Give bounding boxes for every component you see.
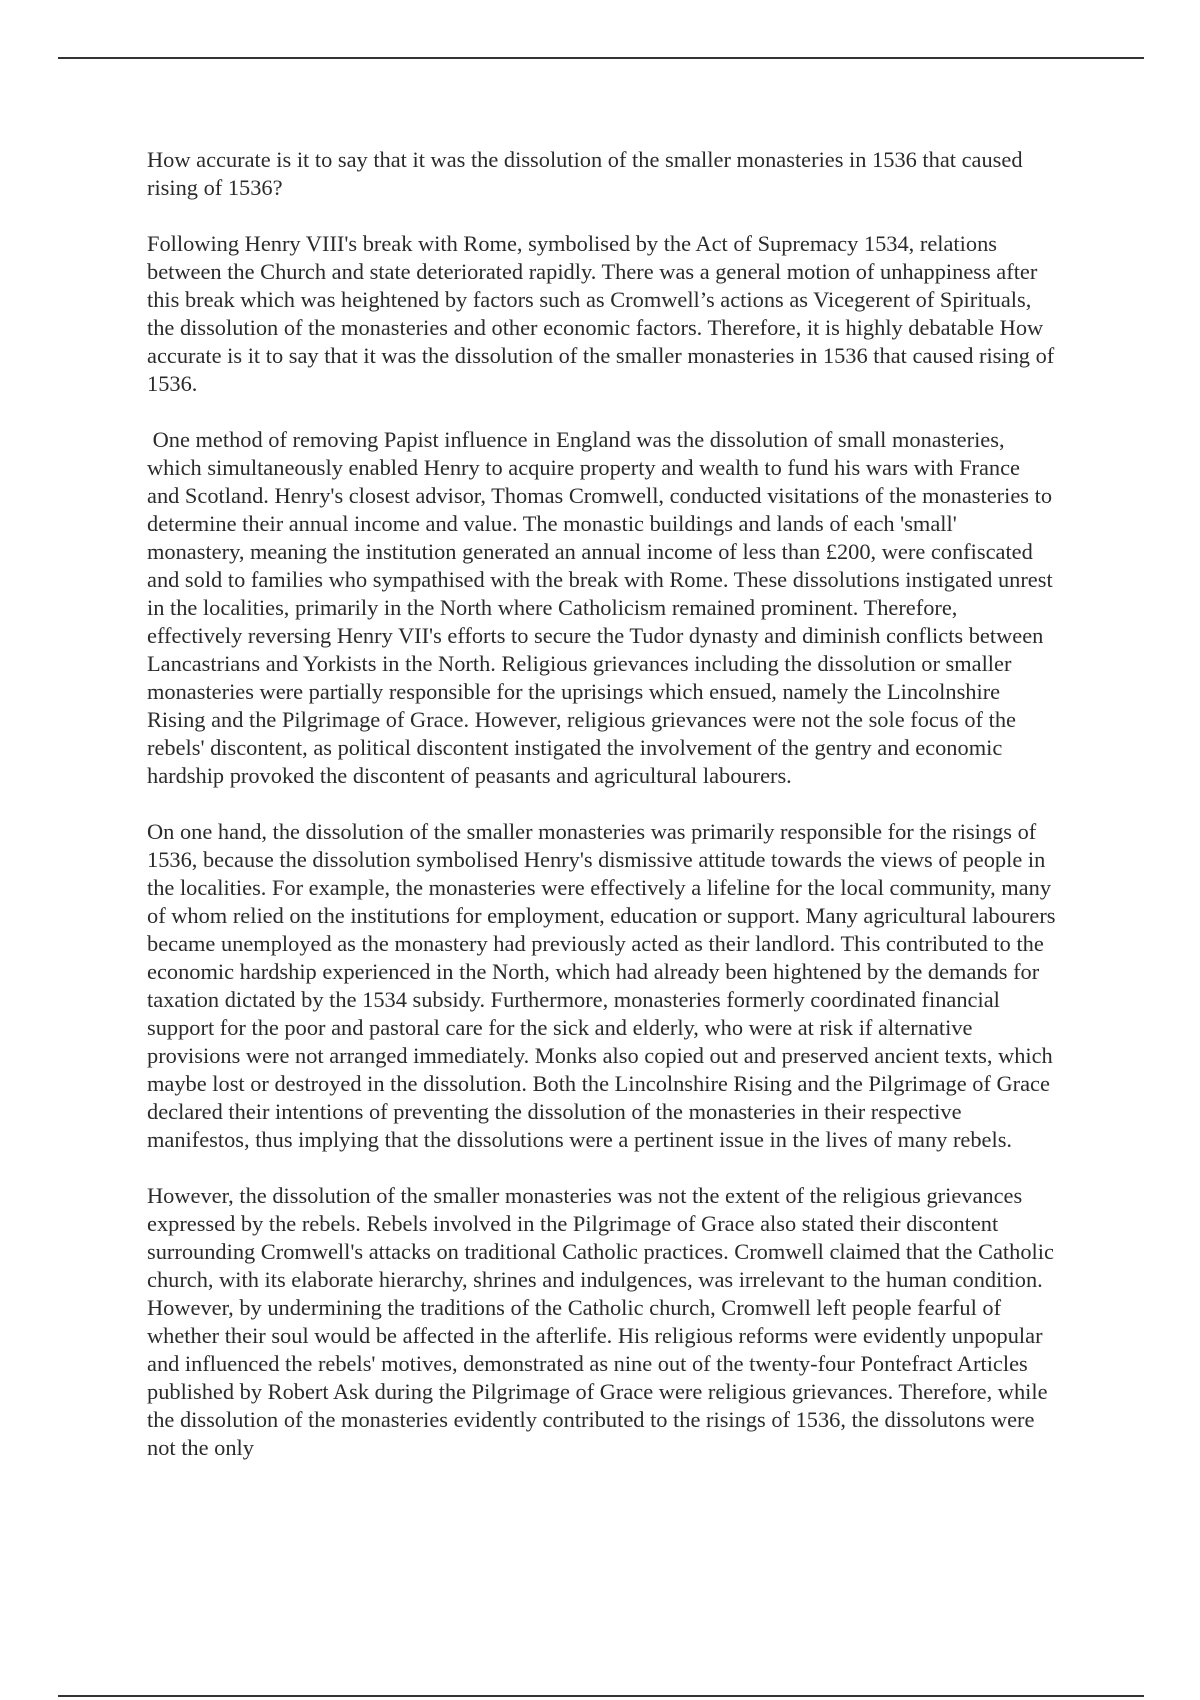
essay-question: How accurate is it to say that it was the dissolution of the smaller monasteries in 1536 that caused rising of 1536? [147, 147, 1023, 200]
paragraph-dissolution-context: One method of removing Papist influence in England was the dissolution of small monasteries, which simultaneously enabled Henry to acquire property and wealth to fund his wars with France and Scotland. Henry's closest advisor, Thomas Cromwell, conducted visitations of the monasteries to determine their annual income and value. The monastic buildings and lands of each 'small' monastery, meaning the institution generated an annual income of less than £200, were confiscated and sold to families who sympathised with the break with Rome. These dissolutions instigated unrest in the localities, primarily in the North where Catholicism remained prominent. Therefore, effectively reversing Henry VII's efforts to secure the Tudor dynasty and diminish conflicts between Lancastrians and Yorkists in the North. Religious grievances including the dissolution or smaller monasteries were partially responsible for the uprisings which ensued, namely the Lincolnshire Rising and the Pilgrimage of Grace. However, religious grievances were not the sole focus of the rebels' discontent, as political discontent instigated the involvement of the gentry and economic hardship provoked the discontent of peasants and agricultural labourers. [147, 427, 1059, 788]
paragraph-religious-grievances: However, the dissolution of the smaller monasteries was not the extent of the religious grievances expressed by the rebels. Rebels involved in the Pilgrimage of Grace also stated their discontent surrounding Cromwell's attacks on traditional Catholic practices. Cromwell claimed that the Catholic church, with its elaborate hierarchy, shrines and indulgences, was irrelevant to the human condition. However, by undermining the traditions of the Catholic church, Cromwell left people fearful of whether their soul would be affected in the afterlife. His religious reforms were evidently unpopular and influenced the rebels' motives, demonstrated as nine out of the twenty-four Pontefract Articles published by Robert Ask during the Pilgrimage of Grace were religious grievances. Therefore, while the dissolution of the monasteries evidently contributed to the risings of 1536, the dissolutons were not the only [147, 1183, 1060, 1460]
paragraph-dissolution-responsible: On one hand, the dissolution of the smaller monasteries was primarily responsible for the risings of 1536, because the dissolution symbolised Henry's dismissive attitude towards the views of people in the localities. For example, the monasteries were effectively a lifeline for the local community, many of whom relied on the institutions for employment, education or support. Many agricultural labourers became unemployed as the monastery had previously acted as their landlord. This contributed to the economic hardship experienced in the North, which had already been hightened by the demands for taxation dictated by the 1534 subsidy. Furthermore, monasteries formerly coordinated financial support for the poor and pastoral care for the sick and elderly, who were at risk if alternative provisions were not arranged immediately. Monks also copied out and preserved ancient texts, which maybe lost or destroyed in the dissolution. Both the Lincolnshire Rising and the Pilgrimage of Grace declared their intentions of preventing the dissolution of the monasteries in their respective manifestos, thus implying that the dissolutions were a pertinent issue in the lives of many rebels. [147, 819, 1062, 1152]
bottom-divider [58, 1695, 1144, 1697]
paragraph-introduction: Following Henry VIII's break with Rome, symbolised by the Act of Supremacy 1534, relations between the Church and state deteriorated rapidly. There was a general motion of unhappiness after this break which was heightened by factors such as Cromwell’s actions as Vicegerent of Spirituals, the dissolution of the monasteries and other economic factors. Therefore, it is highly debatable How accurate is it to say that it was the dissolution of the smaller monasteries in 1536 that caused rising of 1536. [147, 231, 1060, 396]
document-body [147, 146, 1062, 1490]
top-divider [58, 57, 1144, 59]
